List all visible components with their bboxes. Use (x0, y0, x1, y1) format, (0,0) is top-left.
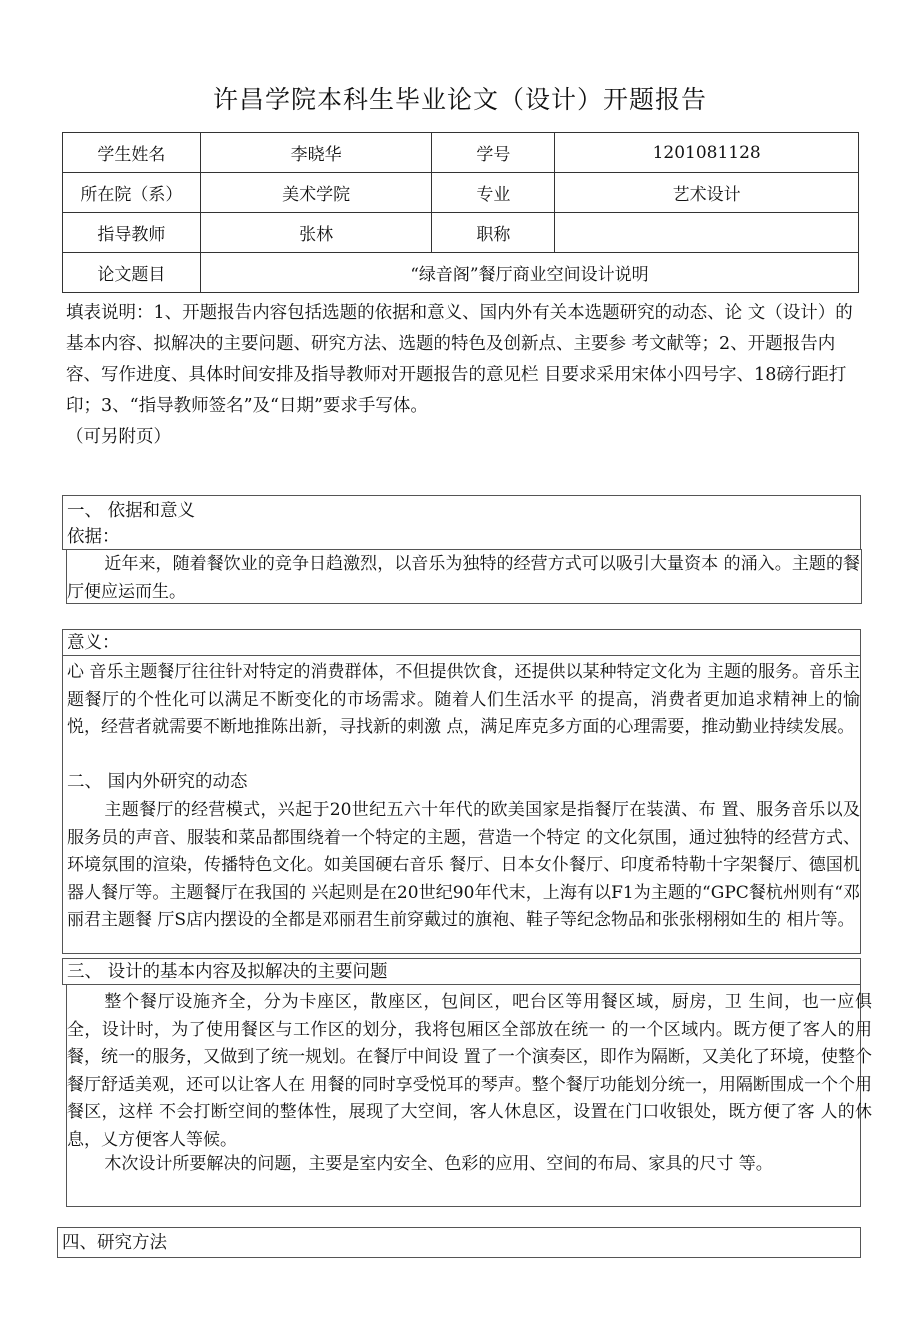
section3-heading: 三、 设计的基本内容及拟解决的主要问题 (67, 962, 388, 982)
section4-heading: 四、研究方法 (62, 1233, 167, 1253)
dept-label: 所在院（系） (63, 173, 201, 213)
topic-value: “绿音阁”餐厅商业空间设计说明 (200, 253, 858, 293)
student-id-value: 1201081128 (555, 133, 859, 173)
section2-text: 主题餐厅的经营模式，兴起于20世纪五六十年代的欧美国家是指餐厅在装潢、布 置、服务音乐以及服务员的声音、服装和菜品都围绕着一个特定的主题，营造一个特定 的文化氛围，通过独特的经营方式、环境氛围的渲染，传播特色文化。如美国硬右音乐 餐厅、日本女仆餐厅、印度希特勒十字架餐厅、德国机器人餐厅等。主题餐厅在我国的 兴起则是在20世纪90年代末，上海有以F1为主题的“GPC餐杭州则有“邓丽君主题餐 厅S店内摆设的全都是邓丽君生前穿戴过的旗袍、鞋子等纪念物品和张张栩栩如生的 相片等。 (67, 800, 860, 930)
instructions-note: （可另附页） (66, 427, 171, 447)
dept-value: 美术学院 (200, 173, 432, 213)
major-value: 艺术设计 (555, 173, 859, 213)
page-title: 许昌学院本科生毕业论文（设计）开题报告 (212, 85, 707, 114)
basis-text: 近年来，随着餐饮业的竞争日趋激烈，以音乐为独特的经营方式可以吸引大量资本 的涌入。主题的餐厅便应运而生。 (67, 554, 860, 602)
table-row (63, 133, 859, 173)
instructions-text: 填表说明：1、开题报告内容包括选题的依据和意义、国内外有关本选题研究的动态、论 文（设计）的基本内容、拟解决的主要问题、研究方法、选题的特色及创新点、主要参 考文献等；2、开题报告内容、写作进度、具体时间安排及指导教师对开题报告的意见栏 目要求采用宋体小四号字、18磅行距打印；3、“指导教师签名”及“日期”要求手写体。 (66, 303, 853, 416)
section4-box (57, 1227, 861, 1258)
advisor-value: 张林 (200, 213, 432, 253)
table-row (63, 253, 859, 293)
student-name-value: 李晓华 (200, 133, 432, 173)
meaning-label: 意义： (67, 633, 120, 653)
table-row (63, 213, 859, 253)
meaning-label-box (62, 629, 861, 656)
major-label: 专业 (432, 173, 555, 213)
student-id-label: 学号 (432, 133, 555, 173)
advisor-label: 指导教师 (63, 213, 201, 253)
topic-label: 论文题目 (63, 253, 201, 293)
table-row (63, 173, 859, 213)
rank-value (555, 213, 859, 253)
meaning-text: 心 音乐主题餐厅往往针对特定的消费群体，不但提供饮食，还提供以某种特定文化为 主题的服务。音乐主题餐厅的个性化可以满足不断变化的市场需求。随着人们生活水平 的提高，消费者更加追求精神上的愉悦，经营者就需要不断地推陈出新，寻找新的刺激 点，满足库克多方面的心理需要，推动勤业持续发展。 (67, 662, 860, 737)
student-name-label: 学生姓名 (63, 133, 201, 173)
info-table (62, 132, 859, 293)
section1-heading: 一、 依据和意义 (67, 501, 196, 521)
section3-para2: 木次设计所要解决的问题，主要是室内安全、色彩的应用、空间的布局、家具的尺寸 等。 (104, 1154, 773, 1174)
basis-label: 依据： (67, 527, 120, 547)
section3-para1: 整个餐厅设施齐全，分为卡座区，散座区，包间区，吧台区等用餐区域，厨房，卫 生间，也一应俱全，设计时，为了使用餐区与工作区的划分，我将包厢区全部放在统一 的一个区域内。既方便了客人的用餐，统一的服务，又做到了统一规划。在餐厅中间设 置了一个演奏区，即作为隔断，又美化了环境，使整个餐厅舒适美观，还可以让客人在 用餐的同时享受悦耳的琴声。整个餐厅功能划分统一，用隔断围成一个个用餐区，这样 不会打断空间的整体性，展现了大空间，客人休息区，设置在门口收银处，既方便了客 人的休息，乂方便客人等候。 (67, 992, 872, 1150)
instructions (66, 298, 861, 453)
rank-label: 职称 (432, 213, 555, 253)
section2-heading: 二、 国内外研究的动态 (67, 772, 248, 792)
